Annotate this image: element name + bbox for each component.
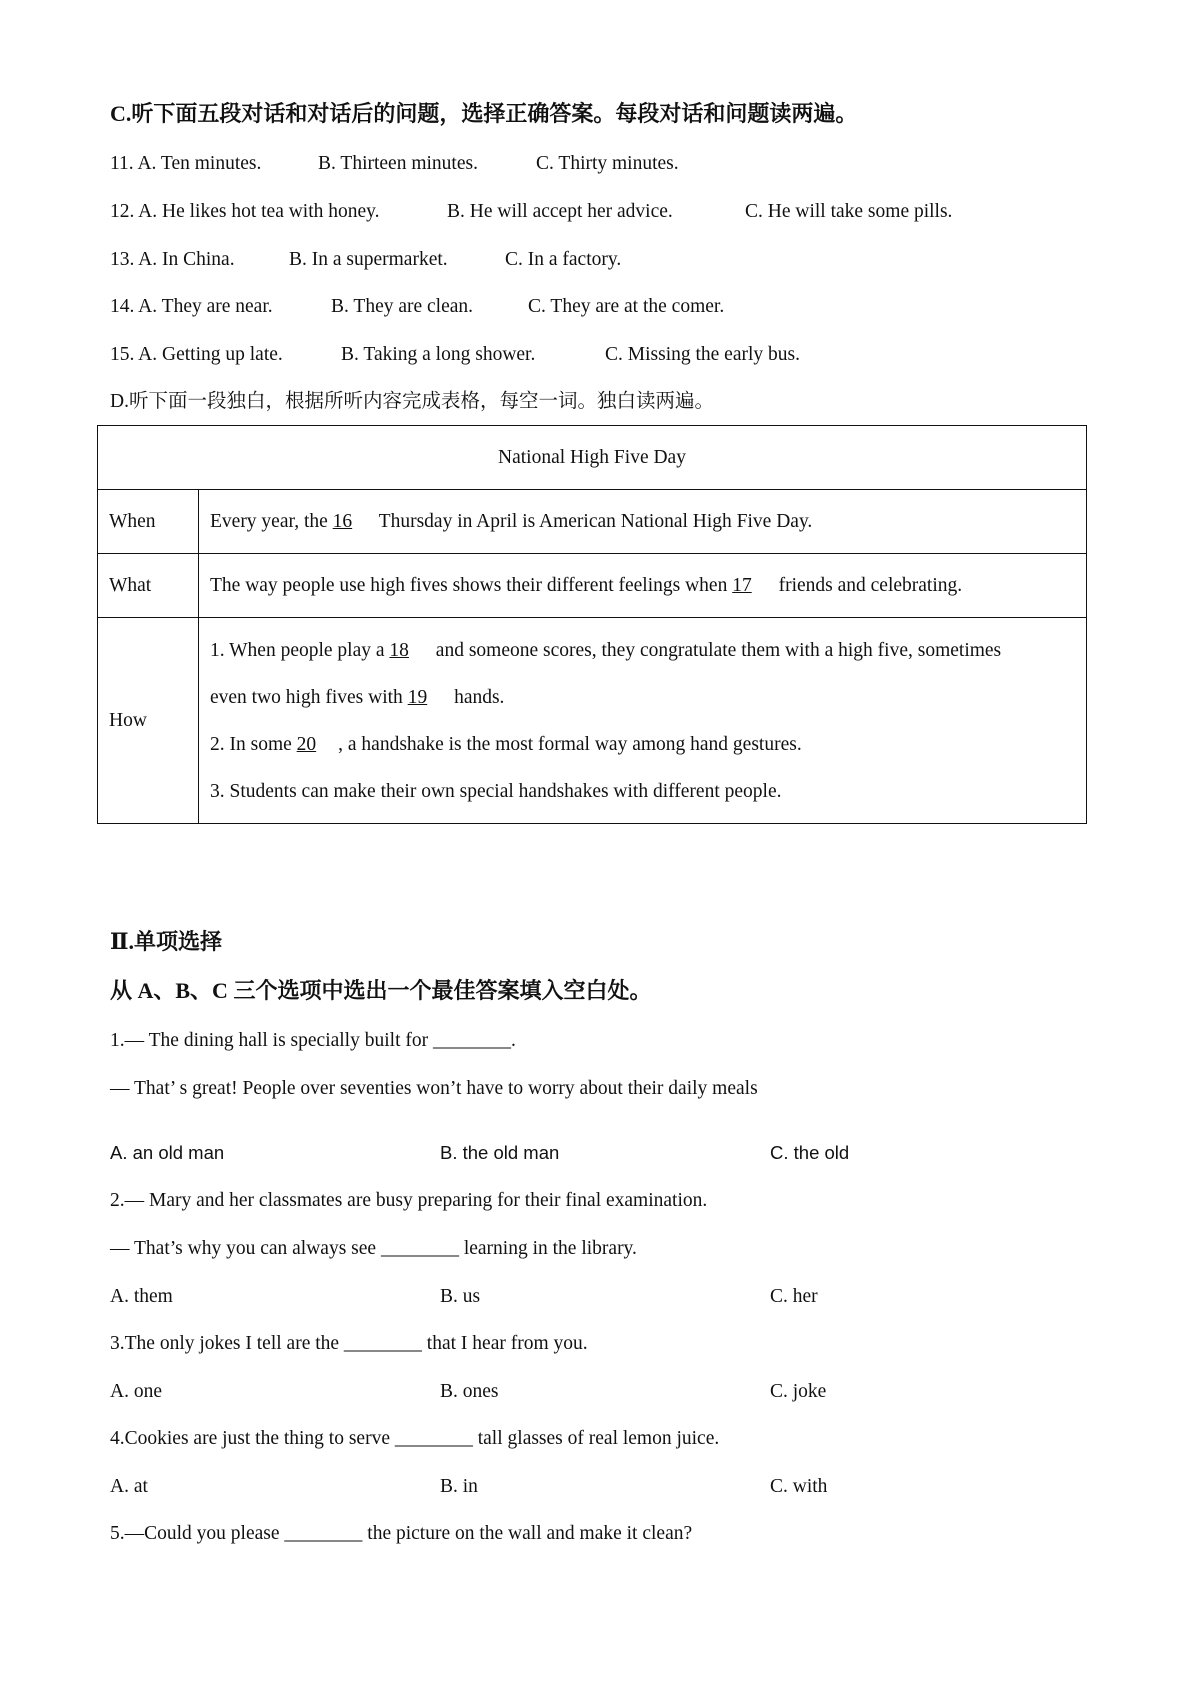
row-label-when: When (98, 490, 199, 554)
option-b: B. In a supermarket. (289, 249, 448, 270)
option-a: A. one (110, 1381, 162, 1402)
option-b: B. He will accept her advice. (447, 201, 673, 222)
option-b: B. They are clean. (331, 296, 474, 317)
q4-line: 4.Cookies are just the thing to serve ________ tall glasses of real lemon juice. (110, 1428, 720, 1449)
option-a: 15. A. Getting up late. (110, 344, 283, 365)
option-c: C. Thirty minutes. (536, 153, 679, 174)
option-a: A. an old man (110, 1142, 225, 1163)
option-c: C. her (770, 1286, 818, 1307)
option-a: 11. A. Ten minutes. (110, 153, 262, 174)
high-five-table (97, 425, 1087, 824)
row-label-how: How (98, 618, 199, 824)
blank-17: 17 (732, 574, 752, 596)
q1-line-1: 1.— The dining hall is specially built for ________. (110, 1030, 516, 1051)
option-a: A. at (110, 1476, 148, 1497)
option-b: B. ones (440, 1381, 499, 1402)
option-b: B. in (440, 1476, 478, 1497)
q1-line-2: — That’ s great! People over seventies won’t have to worry about their daily meals (110, 1078, 758, 1099)
option-c: C. joke (770, 1381, 827, 1402)
option-c: C. He will take some pills. (745, 201, 953, 222)
row-content-when: Every year, the 16 Thursday in April is American National High Five Day. (199, 490, 1087, 554)
option-a: 13. A. In China. (110, 249, 235, 270)
section-d-heading: D.听下面一段独白，根据所听内容完成表格，每空一词。独白读两遍。 (110, 391, 714, 412)
blank-18: 18 (389, 639, 409, 661)
blank-19: 19 (407, 686, 428, 708)
part-2-instruction: 从 A、B、C 三个选项中选出一个最佳答案填入空白处。 (110, 978, 652, 1003)
part-2-heading: Ⅱ.单项选择 (110, 929, 223, 954)
option-c: C. with (770, 1476, 828, 1497)
option-c: C. They are at the comer. (528, 296, 725, 317)
q2-line-1: 2.— Mary and her classmates are busy preparing for their final examination. (110, 1190, 708, 1211)
section-c-heading: C.听下面五段对话和对话后的问题，选择正确答案。每段对话和问题读两遍。 (110, 101, 858, 126)
option-b: B. the old man (440, 1142, 560, 1163)
q3-line: 3.The only jokes I tell are the ________ that I hear from you. (110, 1333, 588, 1354)
option-a: 14. A. They are near. (110, 296, 273, 317)
option-c: C. the old (770, 1142, 850, 1163)
option-c: C. Missing the early bus. (605, 344, 800, 365)
blank-16: 16 (332, 510, 353, 532)
row-label-what: What (98, 554, 199, 618)
q2-line-2: — That’s why you can always see ________ learning in the library. (110, 1238, 637, 1259)
option-a: 12. A. He likes hot tea with honey. (110, 201, 380, 222)
table-title: National High Five Day (98, 426, 1087, 490)
q5-line: 5.—Could you please ________ the picture on the wall and make it clean? (110, 1523, 693, 1544)
row-content-how: 1. When people play a 18 and someone scores, they congratulate them with a high five, sometimes even two high fives with 19 hands. 2. In some 20 , a handshake is the most formal way among hand gestures. 3. Students can make their own special handshakes with different people. (199, 618, 1087, 824)
option-a: A. them (110, 1286, 173, 1307)
blank-20: 20 (296, 733, 317, 755)
option-b: B. us (440, 1286, 481, 1307)
option-b: B. Taking a long shower. (341, 344, 536, 365)
row-content-what: The way people use high fives shows their different feelings when 17 friends and celebrating. (199, 554, 1087, 618)
option-c: C. In a factory. (505, 249, 622, 270)
option-b: B. Thirteen minutes. (318, 153, 478, 174)
